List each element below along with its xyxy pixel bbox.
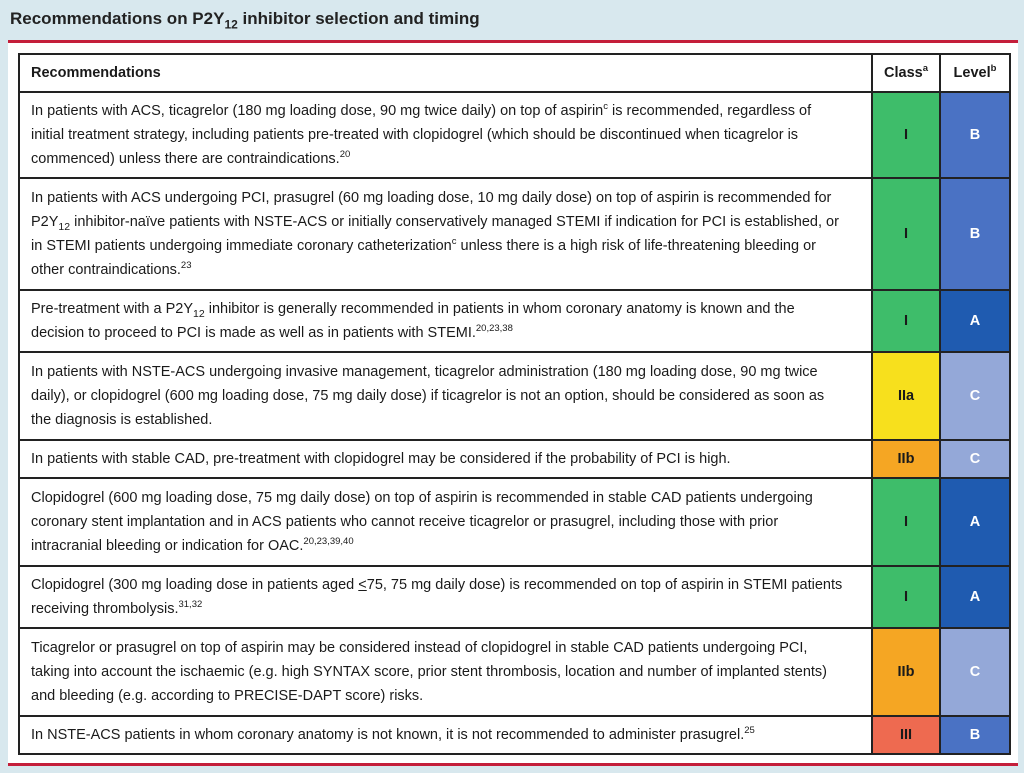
- table-header-row: [19, 54, 1010, 92]
- reference-superscript: c: [451, 236, 457, 248]
- table-row: [19, 290, 1010, 352]
- text-segment: In patients with ACS undergoing PCI, prasugrel (60 mg loading dose, 10 mg daily dose) on top of aspirin is recommended for P2Y: [31, 190, 832, 230]
- class-badge: I: [872, 290, 940, 352]
- level-badge: A: [940, 478, 1010, 566]
- recommendation-text: [19, 290, 872, 352]
- reference-superscript: 23: [180, 260, 192, 272]
- class-badge: IIa: [872, 352, 940, 440]
- table-row: [19, 716, 1010, 754]
- table-row: [19, 566, 1010, 628]
- text-segment: is recommended, regardless of initial treatment strategy, including patients pre-treated with clopidogrel (which should be discontinued when ticagrelor is commenced) unless there are contraindications.: [31, 103, 812, 167]
- underlined-symbol: <: [358, 577, 367, 593]
- level-badge: C: [940, 352, 1010, 440]
- reference-superscript: 20,23,39,40: [303, 536, 354, 548]
- recommendation-text: [19, 178, 872, 290]
- header-recommendations: Recommendations: [19, 54, 872, 92]
- class-badge: IIb: [872, 628, 940, 716]
- table-row: [19, 178, 1010, 290]
- level-badge: A: [940, 290, 1010, 352]
- level-badge: B: [940, 716, 1010, 754]
- reference-superscript: 20: [339, 149, 351, 161]
- header-class: [872, 54, 940, 92]
- recommendations-panel: [8, 43, 1018, 763]
- text-segment: In patients with NSTE-ACS undergoing invasive management, ticagrelor administration (180 mg loading dose, 90 mg twice daily), or clopidogrel (600 mg loading dose, 75 mg daily dose) if ticagrelor is not an option, should be considered as soon as the diagnosis is established.: [31, 364, 825, 428]
- recommendation-text: [19, 352, 872, 440]
- text-segment: In NSTE-ACS patients in whom coronary anatomy is not known, it is not recommended to administer prasugrel.: [31, 727, 745, 743]
- class-badge: I: [872, 92, 940, 178]
- text-segment: In patients with ACS, ticagrelor (180 mg loading dose, 90 mg twice daily) on top of aspirin: [31, 103, 604, 119]
- header-level-label: Level: [953, 65, 991, 81]
- level-badge: A: [940, 566, 1010, 628]
- text-segment: Clopidogrel (600 mg loading dose, 75 mg daily dose) on top of aspirin is recommended in stable CAD patients undergoing coronary stent implantation and in ACS patients who cannot receive ticagrelor or prasugrel, including those with prior intracranial bleeding or indication for OAC.: [31, 490, 813, 554]
- recommendation-text: [19, 478, 872, 566]
- subscript: 12: [193, 307, 205, 320]
- text-segment: unless there is a high risk of life-threatening bleeding or other contraindications.: [31, 238, 816, 278]
- recommendation-text: [19, 440, 872, 478]
- text-segment: Pre-treatment with a P2Y: [31, 301, 193, 317]
- text-segment: inhibitor is generally recommended in patients in whom coronary anatomy is known and the decision to proceed to PCI is made as well as in patients with STEMI.: [31, 301, 795, 341]
- level-badge: C: [940, 440, 1010, 478]
- table-body: [19, 92, 1010, 754]
- class-badge: I: [872, 478, 940, 566]
- class-badge: I: [872, 566, 940, 628]
- level-badge: B: [940, 178, 1010, 290]
- table-row: [19, 478, 1010, 566]
- reference-superscript: 20,23,38: [475, 323, 513, 335]
- header-class-label: Class: [884, 65, 923, 81]
- text-segment: Clopidogrel (300 mg loading dose in patients aged: [31, 577, 359, 593]
- page-title: [10, 6, 480, 32]
- text-segment: inhibitor-naïve patients with NSTE-ACS or initially conservatively managed STEMI if indication for PCI is established, or in STEMI patients undergoing immediate coronary catheterization: [31, 214, 839, 254]
- title-prefix: Recommendations on P2Y: [10, 9, 225, 28]
- reference-superscript: 25: [744, 725, 755, 737]
- header-level: [940, 54, 1010, 92]
- text-segment: Ticagrelor or prasugrel on top of aspirin may be considered instead of clopidogrel in stable CAD patients undergoing PCI, taking into account the ischaemic (e.g. high SYNTAX score, prior stent thrombosis, location and number of implanted stents) and bleeding (e.g. according to PRECISE-DAPT score) risks.: [31, 640, 828, 704]
- title-suffix: inhibitor selection and timing: [237, 9, 480, 28]
- recommendation-text: [19, 628, 872, 716]
- header-level-footnote: b: [990, 63, 997, 75]
- recommendation-text: [19, 566, 872, 628]
- table-row: [19, 440, 1010, 478]
- bottom-divider: [8, 763, 1018, 766]
- class-badge: I: [872, 178, 940, 290]
- text-segment: In patients with stable CAD, pre-treatment with clopidogrel may be considered if the probability of PCI is high.: [31, 451, 731, 467]
- class-badge: IIb: [872, 440, 940, 478]
- class-badge: III: [872, 716, 940, 754]
- table-row: [19, 352, 1010, 440]
- level-badge: C: [940, 628, 1010, 716]
- recommendations-table: [18, 53, 1011, 755]
- reference-superscript: c: [603, 101, 608, 113]
- text-segment: 75, 75 mg daily dose) is recommended on top of aspirin in STEMI patients receiving thrombolysis.: [31, 577, 843, 617]
- level-badge: B: [940, 92, 1010, 178]
- title-subscript: 12: [224, 17, 238, 32]
- reference-superscript: 31,32: [178, 599, 203, 611]
- table-row: [19, 628, 1010, 716]
- table-row: [19, 92, 1010, 178]
- recommendation-text: [19, 92, 872, 178]
- subscript: 12: [58, 220, 71, 233]
- recommendation-text: [19, 716, 872, 754]
- header-class-footnote: a: [922, 63, 928, 75]
